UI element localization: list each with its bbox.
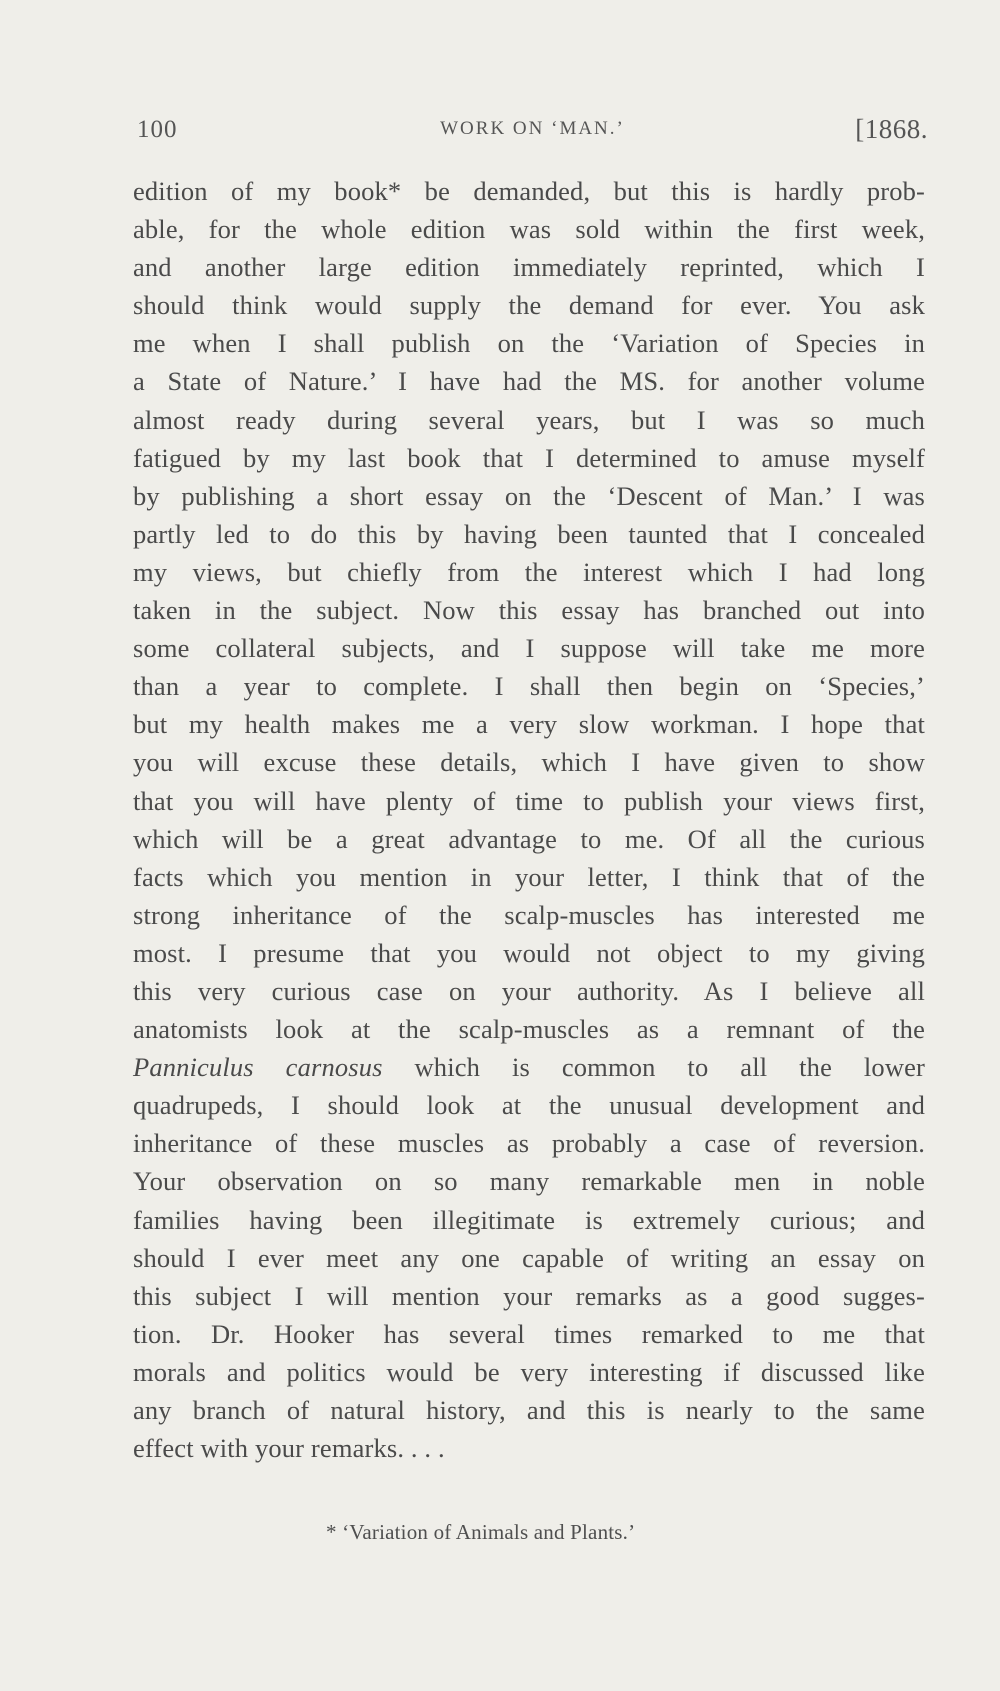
text-line: able, for the whole edition was sold within the first week, bbox=[133, 214, 925, 245]
text-line: partly led to do this by having been taunted that I concealed bbox=[133, 518, 925, 549]
body-text bbox=[133, 172, 925, 1467]
text-line: but my health makes me a very slow workman. I hope that bbox=[133, 709, 925, 740]
text-line: almost ready during several years, but I was so much bbox=[133, 404, 925, 435]
text-line: fatigued by my last book that I determined to amuse myself bbox=[133, 442, 925, 473]
text-line: most. I presume that you would not object to my giving bbox=[133, 937, 925, 968]
running-title: WORK ON ‘MAN.’ bbox=[440, 118, 625, 139]
text-line: me when I shall publish on the ‘Variation of Species in bbox=[133, 328, 925, 359]
text-line: by publishing a short essay on the ‘Descent of Man.’ I was bbox=[133, 480, 925, 511]
text-line: that you will have plenty of time to publish your views first, bbox=[133, 785, 925, 816]
text-line: a State of Nature.’ I have had the MS. for another volume bbox=[133, 366, 925, 397]
text-line-rest: which is common to all the lower bbox=[382, 1052, 925, 1083]
text-line: which will be a great advantage to me. Of all the curious bbox=[133, 823, 925, 854]
text-line: should I ever meet any one capable of writing an essay on bbox=[133, 1242, 925, 1273]
text-line: taken in the subject. Now this essay has branched out into bbox=[133, 595, 925, 626]
text-line: families having been illegitimate is extremely curious; and bbox=[133, 1204, 925, 1235]
text-line: inheritance of these muscles as probably a case of reversion. bbox=[133, 1128, 925, 1159]
text-line: this subject I will mention your remarks as a good sugges- bbox=[133, 1280, 925, 1311]
text-line: anatomists look at the scalp-muscles as a remnant of the bbox=[133, 1014, 925, 1045]
text-line: should think would supply the demand for ever. You ask bbox=[133, 290, 925, 321]
text-line: some collateral subjects, and I suppose will take me more bbox=[133, 633, 925, 664]
text-line: quadrupeds, I should look at the unusual development and bbox=[133, 1090, 925, 1121]
text-line: my views, but chiefly from the interest which I had long bbox=[133, 556, 925, 587]
text-line-with-italic bbox=[133, 1048, 925, 1086]
page-header bbox=[137, 108, 928, 148]
text-line: this very curious case on your authority. As I believe all bbox=[133, 975, 925, 1006]
year-marker: [1868. bbox=[855, 114, 928, 144]
text-line: facts which you mention in your letter, I think that of the bbox=[133, 861, 925, 892]
text-line: Your observation on so many remarkable men in noble bbox=[133, 1166, 925, 1197]
text-line: and another large edition immediately reprinted, which I bbox=[133, 252, 925, 283]
text-line: morals and politics would be very interesting if discussed like bbox=[133, 1356, 925, 1387]
text-line: you will excuse these details, which I have given to show bbox=[133, 747, 925, 778]
text-line: tion. Dr. Hooker has several times remarked to me that bbox=[133, 1318, 925, 1349]
italic-term: Panniculus carnosus bbox=[133, 1052, 383, 1083]
page-number: 100 bbox=[137, 116, 178, 143]
text-line: than a year to complete. I shall then begin on ‘Species,’ bbox=[133, 671, 925, 702]
text-line: any branch of natural history, and this is nearly to the same bbox=[133, 1395, 925, 1425]
text-line: strong inheritance of the scalp-muscles has interested me bbox=[133, 899, 925, 930]
footnote: * ‘Variation of Animals and Plants.’ bbox=[326, 1520, 636, 1544]
text-line: effect with your remarks. . . . bbox=[133, 1433, 445, 1464]
text-line: edition of my book* be demanded, but this is hardly prob- bbox=[133, 176, 925, 206]
